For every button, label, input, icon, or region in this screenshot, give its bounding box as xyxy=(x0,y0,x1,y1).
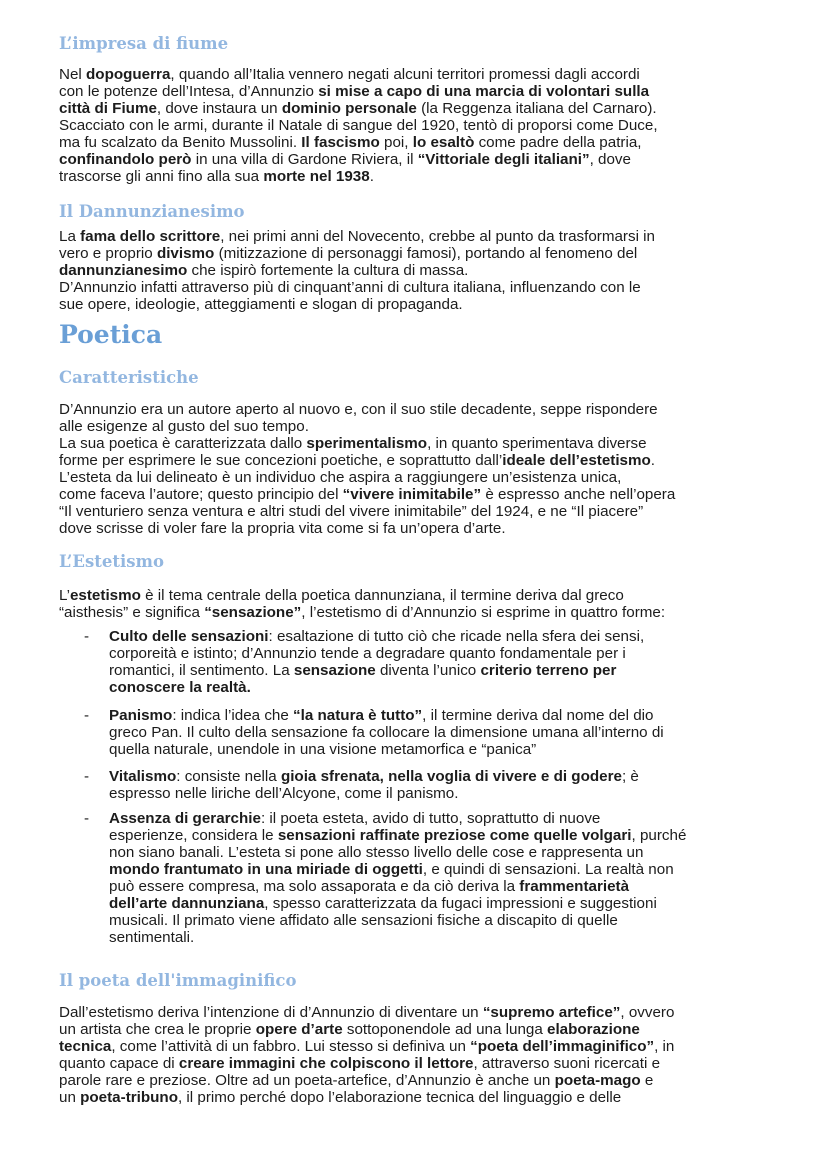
text-run: , spesso caratterizzata da fugaci impressioni e suggestioni xyxy=(264,895,657,912)
text-run: , quando all’Italia vennero negati alcuni territori promessi dagli accordi xyxy=(170,66,640,83)
bold-text: si mise a capo di una marcia di volontari sulla xyxy=(318,83,650,100)
text-line xyxy=(109,724,664,741)
text-run: che ispirò fortemente la cultura di massa. xyxy=(187,262,469,279)
text-run: L’esteta da lui delineato è un individuo che aspira a raggiungere un’esistenza unica, xyxy=(59,469,622,486)
text-run: “aisthesis” e significa xyxy=(59,604,205,621)
text-run: : indica l’idea che xyxy=(172,707,294,724)
text-line xyxy=(109,827,686,844)
bold-text: Assenza di gerarchie xyxy=(109,810,261,827)
bold-text: estetismo xyxy=(69,587,141,604)
list-item-vitalismo xyxy=(109,768,639,802)
bold-text: confinandolo però xyxy=(59,151,192,168)
text-run: (mitizzazione di personaggi famosi), portando al fenomeno del xyxy=(214,245,638,262)
bold-text: dannunzianesimo xyxy=(59,262,188,279)
text-line xyxy=(59,520,675,537)
text-run: , l’estetismo di d’Annunzio si esprime in quattro forme: xyxy=(301,604,666,621)
text-line xyxy=(59,117,658,134)
text-run: diventa l’unico xyxy=(375,662,481,679)
text-line xyxy=(109,707,664,724)
text-line xyxy=(59,134,658,151)
text-run: D’Annunzio era un autore aperto al nuovo e, con il suo stile decadente, seppe rispondere xyxy=(59,401,658,418)
bold-text: Culto delle sensazioni xyxy=(109,628,269,645)
list-item-culto-sensazioni xyxy=(109,628,644,696)
text-line xyxy=(59,452,675,469)
text-run: alle esigenze al gusto del suo tempo. xyxy=(59,418,309,435)
heading-poeta-immaginifico: Il poeta dell'immaginifico xyxy=(59,971,297,990)
text-line xyxy=(109,679,644,696)
text-run: sue opere, ideologie, atteggiamenti e slogan di propaganda. xyxy=(59,296,463,313)
text-line xyxy=(59,66,658,83)
list-bullet: - xyxy=(84,628,90,645)
text-run: , attraverso suoni ricercati e xyxy=(473,1055,661,1072)
bold-text: poeta-mago xyxy=(554,1072,641,1089)
paragraph-immaginifico xyxy=(59,1004,674,1106)
text-line xyxy=(59,262,655,279)
text-run: musicali. Il primato viene affidato alle sensazioni fisiche a discapito di quelle xyxy=(109,912,618,929)
text-run: con le potenze dell’Intesa, d’Annunzio xyxy=(59,83,319,100)
text-run: La sua poetica è caratterizzata dallo xyxy=(59,435,307,452)
text-run: sottoponendole ad una lunga xyxy=(342,1021,548,1038)
bold-text: criterio terreno per xyxy=(480,662,617,679)
text-run: . xyxy=(650,452,656,469)
text-line xyxy=(59,1072,674,1089)
text-run: in una villa di Gardone Riviera, il xyxy=(191,151,418,168)
text-line xyxy=(59,1089,674,1106)
text-run: trascorse gli anni fino alla sua xyxy=(59,168,264,185)
list-bullet: - xyxy=(84,810,90,827)
bold-text: Vitalismo xyxy=(109,768,177,785)
text-run: , il termine deriva dal nome del dio xyxy=(422,707,654,724)
bold-text: “Vittoriale degli italiani” xyxy=(417,151,590,168)
text-run: La xyxy=(59,228,81,245)
text-line xyxy=(59,100,658,117)
text-run: , ovvero xyxy=(620,1004,675,1021)
bold-text: sperimentalismo xyxy=(306,435,428,452)
text-run: , in quanto sperimentava diverse xyxy=(427,435,647,452)
bold-text: mondo frantumato in una miriade di oggetti xyxy=(109,861,423,878)
text-run: ; è xyxy=(621,768,639,785)
text-run: ma fu scalzato da Benito Mussolini. xyxy=(59,134,302,151)
bold-text: sensazione xyxy=(293,662,376,679)
text-run: , dove instaura un xyxy=(156,100,282,117)
paragraph-dannunzianesimo xyxy=(59,228,655,313)
text-run: , dove xyxy=(589,151,631,168)
text-run: come padre della patria, xyxy=(474,134,642,151)
bold-text: frammentarietà xyxy=(519,878,630,895)
text-line xyxy=(59,168,658,185)
text-run: , e quindi di sensazioni. La realtà non xyxy=(422,861,674,878)
text-run: parole rare e preziose. Oltre ad un poeta-artefice, d’Annunzio è anche un xyxy=(59,1072,555,1089)
text-run: “Il venturiero senza ventura e altri studi del vivere inimitabile” del 1924, e ne “Il piacere” xyxy=(59,503,644,520)
bold-text: creare immagini che colpiscono il lettore xyxy=(178,1055,474,1072)
text-line xyxy=(109,645,644,662)
paragraph-caratteristiche xyxy=(59,401,675,537)
bold-text: morte nel 1938 xyxy=(263,168,370,185)
text-line xyxy=(109,662,644,679)
bold-text: “vivere inimitabile” xyxy=(342,486,482,503)
text-run: e xyxy=(640,1072,654,1089)
text-run: può essere compresa, ma solo assaporata e da ciò deriva la xyxy=(109,878,520,895)
heading-dannunzianesimo: Il Dannunzianesimo xyxy=(59,202,245,221)
text-run: quanto capace di xyxy=(59,1055,179,1072)
text-run: come faceva l’autore; questo principio del xyxy=(59,486,343,503)
text-line xyxy=(59,503,675,520)
bold-text: Panismo xyxy=(109,707,173,724)
bold-text: “poeta dell’immaginifico” xyxy=(470,1038,655,1055)
text-run: L’ xyxy=(59,587,70,604)
text-line xyxy=(109,810,686,827)
paragraph-estetismo-intro xyxy=(59,587,665,621)
text-line xyxy=(59,296,655,313)
text-run: corporeità e istinto; d’Annunzio tende a degradare quanto fondamentale per i xyxy=(109,645,626,662)
text-run: un xyxy=(59,1089,81,1106)
text-run: Scacciato con le armi, durante il Natale di sangue del 1920, tentò di proporsi come Duce, xyxy=(59,117,658,134)
text-line xyxy=(109,861,686,878)
text-line xyxy=(59,604,665,621)
text-run: : il poeta esteta, avido di tutto, soprattutto di nuove xyxy=(260,810,601,827)
text-run: un artista che crea le proprie xyxy=(59,1021,256,1038)
text-line xyxy=(109,844,686,861)
text-line xyxy=(59,435,675,452)
text-run: , il primo perché dopo l’elaborazione tecnica del linguaggio e delle xyxy=(177,1089,622,1106)
text-line xyxy=(59,401,675,418)
text-run: (la Reggenza italiana del Carnaro). xyxy=(416,100,657,117)
bold-text: divismo xyxy=(156,245,215,262)
text-run: dove scrisse di voler fare la propria vita come si fa un’opera d’arte. xyxy=(59,520,506,537)
text-run: quella naturale, unendole in una visione metamorfica e “panica” xyxy=(109,741,537,758)
text-line xyxy=(59,228,655,245)
text-run: D’Annunzio infatti attraverso più di cinquant’anni di cultura italiana, influenzando con le xyxy=(59,279,641,296)
text-line xyxy=(59,1055,674,1072)
bold-text: elaborazione xyxy=(547,1021,640,1038)
text-line xyxy=(59,1021,674,1038)
bold-text: città di Fiume xyxy=(59,100,157,117)
text-line xyxy=(109,785,639,802)
text-line xyxy=(109,768,639,785)
bold-text: dopoguerra xyxy=(86,66,171,83)
text-line xyxy=(59,418,675,435)
text-line xyxy=(109,878,686,895)
text-line xyxy=(109,741,664,758)
text-line xyxy=(59,245,655,262)
list-item-assenza-gerarchie xyxy=(109,810,686,946)
text-run: romantici, il sentimento. La xyxy=(109,662,294,679)
heading-estetismo: L’Estetismo xyxy=(59,552,165,571)
bold-text: “la natura è tutto” xyxy=(293,707,423,724)
bold-text: gioia sfrenata, nella voglia di vivere e di godere xyxy=(280,768,622,785)
text-run: . xyxy=(369,168,374,185)
text-run: esperienze, considera le xyxy=(109,827,278,844)
text-run: , in xyxy=(654,1038,675,1055)
bold-text: lo esaltò xyxy=(412,134,475,151)
bold-text: “sensazione” xyxy=(204,604,302,621)
text-run: poi, xyxy=(379,134,413,151)
text-run: , nei primi anni del Novecento, crebbe al punto da trasformarsi in xyxy=(220,228,655,245)
text-line xyxy=(59,587,665,604)
heading-poetica: Poetica xyxy=(59,320,163,349)
text-line xyxy=(59,83,658,100)
text-run: , come l’attività di un fabbro. Lui stesso si definiva un xyxy=(111,1038,471,1055)
text-run: , purché xyxy=(631,827,687,844)
text-line xyxy=(59,1038,674,1055)
text-line xyxy=(59,279,655,296)
text-line xyxy=(109,929,686,946)
text-run: Nel xyxy=(59,66,87,83)
list-bullet: - xyxy=(84,768,90,785)
bold-text: sensazioni raffinate preziose come quelle volgari xyxy=(277,827,632,844)
bold-text: conoscere la realtà. xyxy=(109,679,251,696)
text-line xyxy=(109,628,644,645)
text-run: è espresso anche nell’opera xyxy=(481,486,676,503)
text-run: non siano banali. L’esteta si pone allo stesso livello delle cose e rappresenta un xyxy=(109,844,644,861)
list-item-panismo xyxy=(109,707,664,758)
text-line xyxy=(59,469,675,486)
bold-text: tecnica xyxy=(59,1038,112,1055)
bold-text: Il fascismo xyxy=(301,134,380,151)
text-run: espresso nelle liriche dell’Alcyone, come il panismo. xyxy=(109,785,459,802)
text-line xyxy=(59,151,658,168)
bold-text: “supremo artefice” xyxy=(482,1004,621,1021)
heading-caratteristiche: Caratteristiche xyxy=(59,368,199,387)
bold-text: ideale dell’estetismo xyxy=(502,452,651,469)
paragraph-fiume xyxy=(59,66,658,185)
text-run: forme per esprimere le sue concezioni poetiche, e soprattutto dall’ xyxy=(59,452,503,469)
text-line xyxy=(109,895,686,912)
text-line xyxy=(59,486,675,503)
bold-text: poeta-tribuno xyxy=(80,1089,178,1106)
bold-text: opere d’arte xyxy=(255,1021,343,1038)
text-run: è il tema centrale della poetica dannunziana, il termine deriva dal greco xyxy=(140,587,624,604)
heading-impresa-di-fiume: L’impresa di fiume xyxy=(59,34,229,53)
bold-text: dominio personale xyxy=(281,100,417,117)
bold-text: dell’arte dannunziana xyxy=(109,895,265,912)
text-run: : consiste nella xyxy=(176,768,281,785)
text-line xyxy=(59,1004,674,1021)
text-run: : esaltazione di tutto ciò che ricade nella sfera dei sensi, xyxy=(268,628,645,645)
text-run: greco Pan. Il culto della sensazione fa collocare la dimensione umana all’interno di xyxy=(109,724,664,741)
text-line xyxy=(109,912,686,929)
text-run: vero e proprio xyxy=(59,245,157,262)
text-run: Dall’estetismo deriva l’intenzione di d’Annunzio di diventare un xyxy=(59,1004,483,1021)
bold-text: fama dello scrittore xyxy=(80,228,221,245)
text-run: sentimentali. xyxy=(109,929,195,946)
list-bullet: - xyxy=(84,707,90,724)
